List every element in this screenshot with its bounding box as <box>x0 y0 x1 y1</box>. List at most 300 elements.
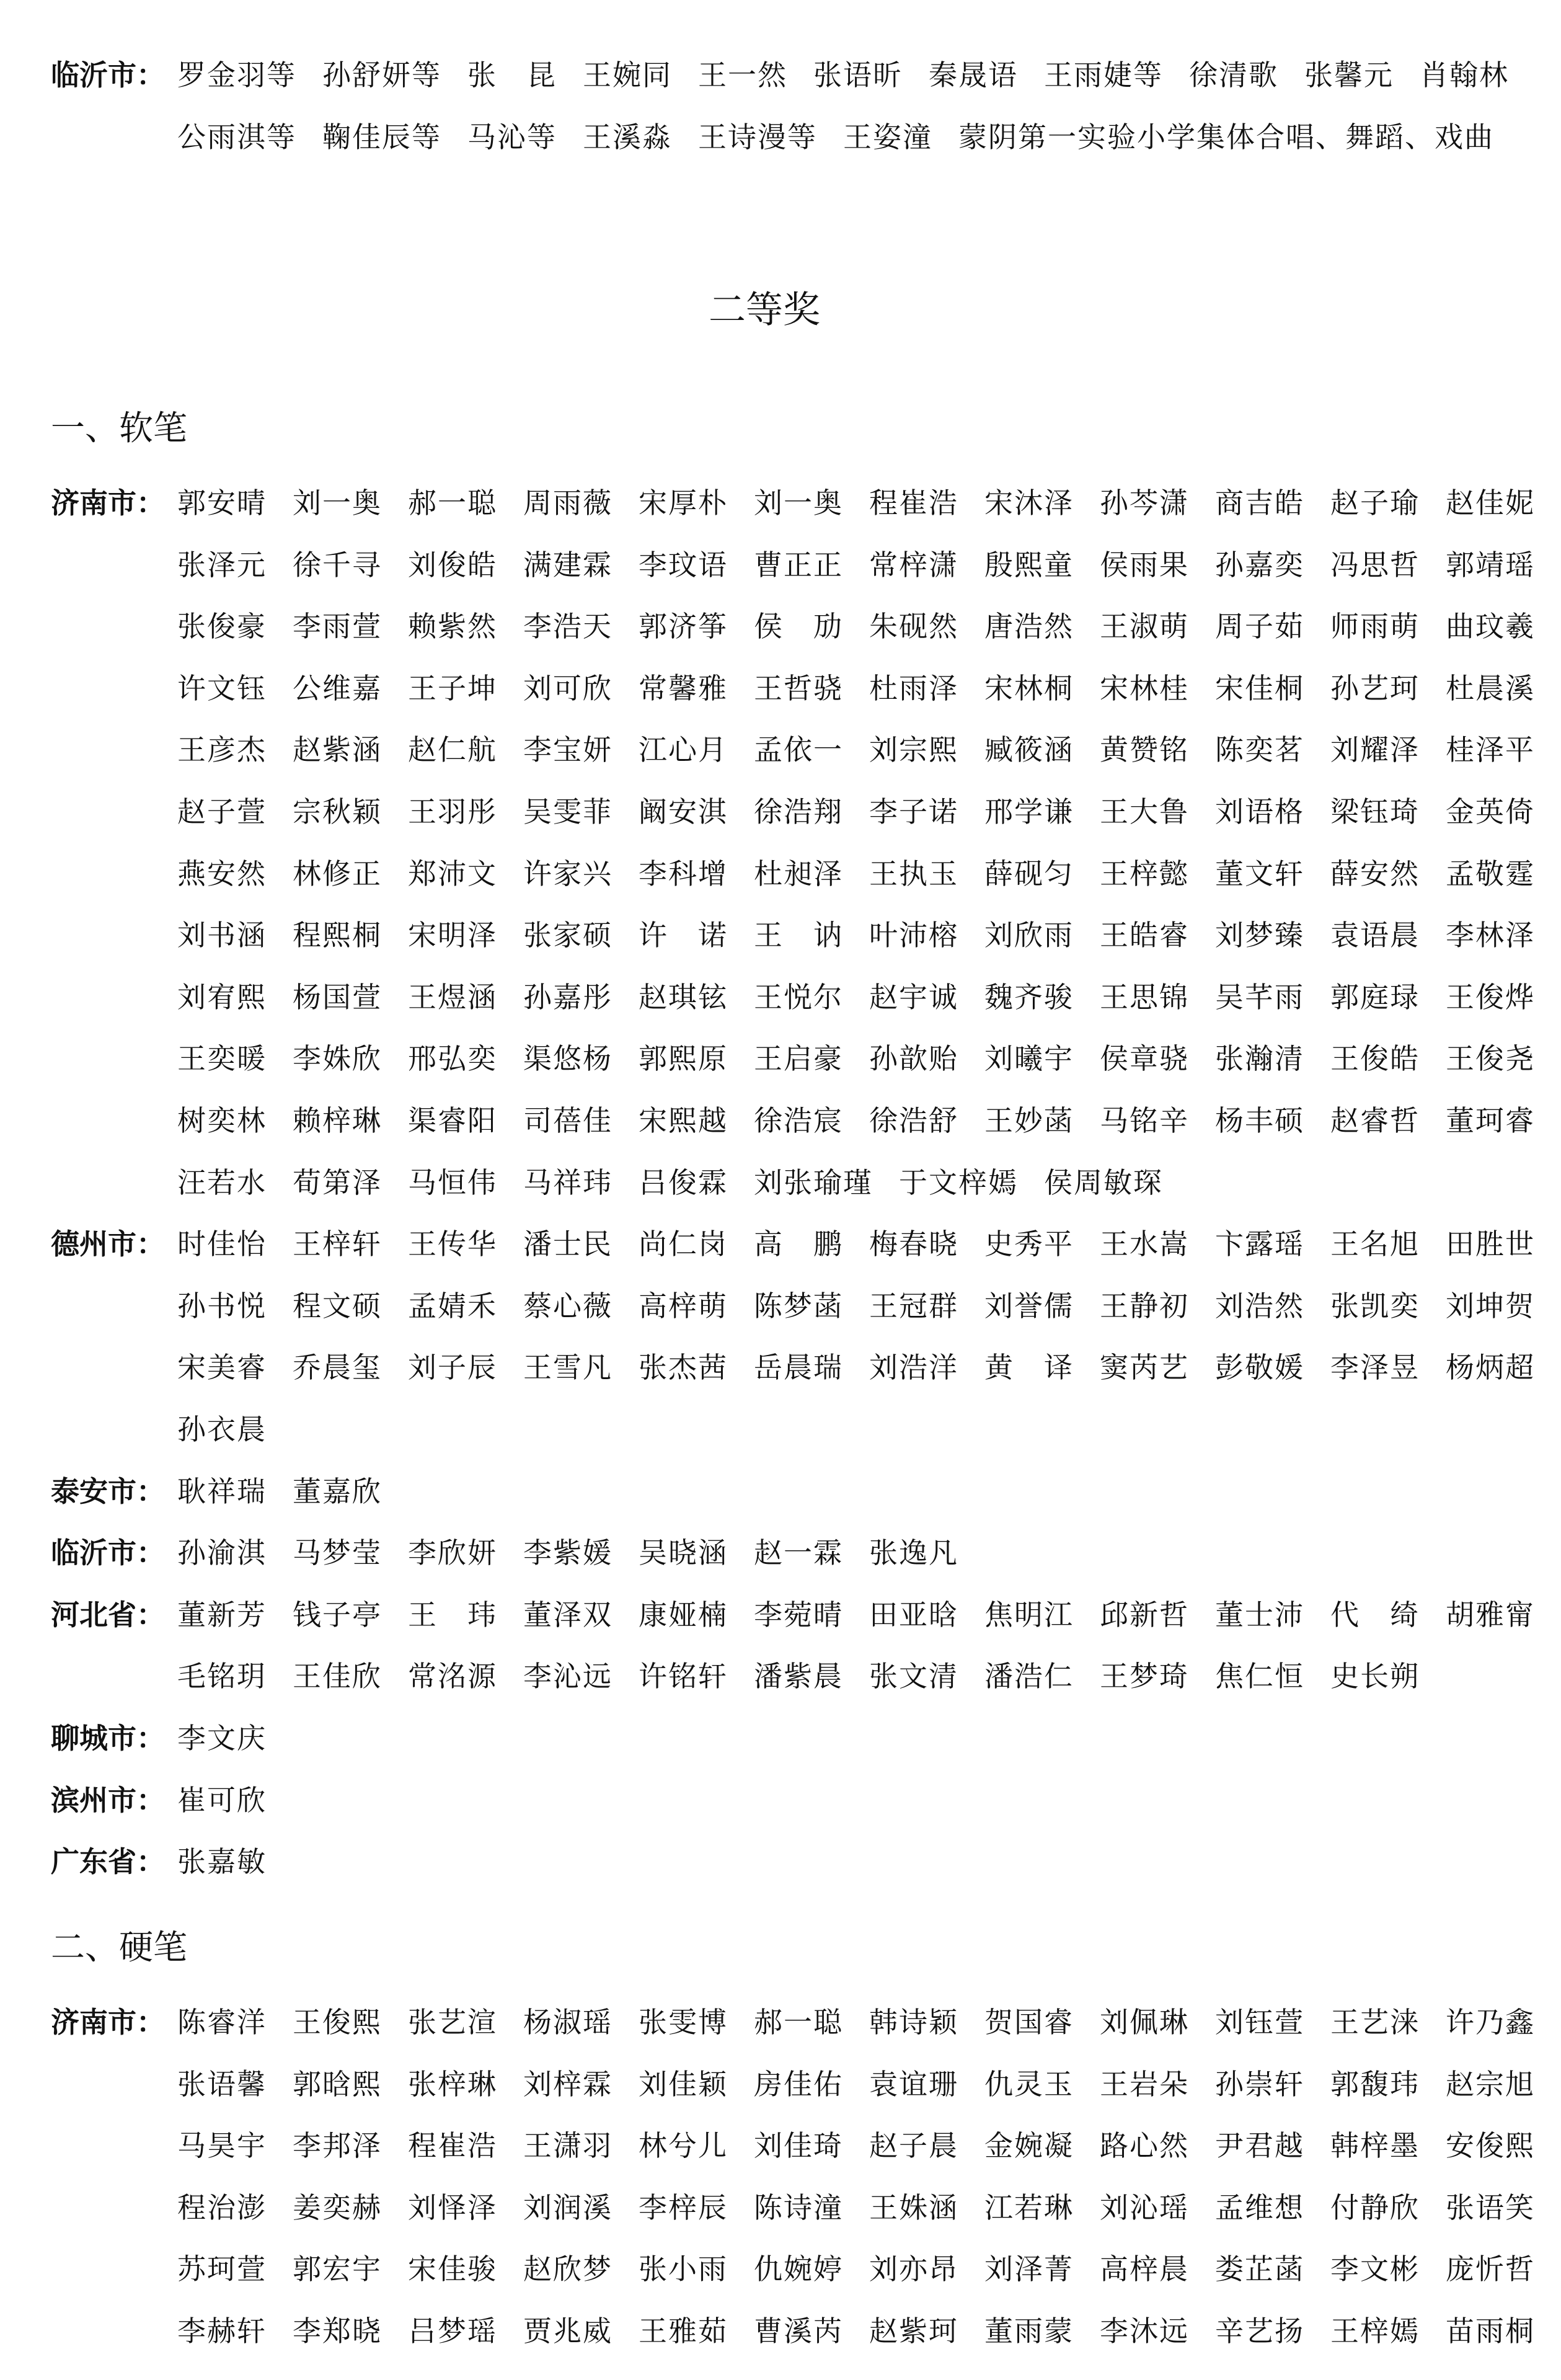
winner-name: 郭庭琭 <box>1330 980 1420 1014</box>
winner-name: 杨炳超 <box>1446 1351 1535 1385</box>
winner-name: 王雨婕等 <box>1044 58 1163 92</box>
winner-name: 赵子瑜 <box>1330 486 1420 520</box>
winner-name: 李科增 <box>639 856 728 890</box>
winner-name: 吕梦瑶 <box>408 2314 497 2348</box>
winner-name: 付静欣 <box>1330 2190 1420 2224</box>
winner-name: 李邦泽 <box>293 2129 382 2163</box>
winner-name: 薛砚匀 <box>984 856 1074 890</box>
winner-name: 刘书涵 <box>177 918 267 952</box>
winner-name: 张 昆 <box>467 58 557 92</box>
winner-name: 田胜世 <box>1446 1227 1535 1261</box>
winner-name: 康娅楠 <box>639 1597 728 1632</box>
winner-name: 赵仁航 <box>408 733 497 767</box>
winner-name: 周雨薇 <box>523 486 612 520</box>
winner-name: 彭敬媛 <box>1215 1351 1304 1385</box>
winner-names <box>177 1090 1561 1152</box>
winner-names <box>177 967 1561 1029</box>
winner-names <box>177 2054 1561 2116</box>
winner-name: 潘浩仁 <box>984 1659 1074 1694</box>
winner-name: 李赫轩 <box>177 2314 267 2348</box>
winner-name: 刘宥熙 <box>177 980 267 1014</box>
winner-name: 王子坤 <box>408 671 497 705</box>
winner-names <box>177 1646 1501 1708</box>
winner-names <box>177 1831 1501 1893</box>
winner-name: 胡雅甯 <box>1446 1597 1535 1632</box>
winner-names <box>177 1399 1501 1461</box>
winner-name: 李文彬 <box>1330 2252 1420 2286</box>
winner-name: 江心月 <box>639 733 728 767</box>
winner-name: 王一然 <box>698 58 787 92</box>
winner-names <box>177 1028 1561 1090</box>
winner-names <box>177 1770 1501 1832</box>
name-list-line <box>177 2177 1535 2239</box>
winner-name: 郭熙原 <box>639 1042 728 1076</box>
name-list-line <box>177 1646 1501 1708</box>
winner-name: 曲玟羲 <box>1446 610 1535 644</box>
winner-name: 杨淑瑶 <box>523 2005 612 2039</box>
winner-name: 赵紫珂 <box>869 2314 958 2348</box>
winner-name: 邱新哲 <box>1100 1597 1189 1632</box>
winner-names <box>177 1522 1501 1584</box>
winner-name: 郭晗熙 <box>293 2067 382 2101</box>
winner-name: 杨丰硕 <box>1215 1104 1304 1137</box>
winner-name: 杜晨溪 <box>1446 671 1535 705</box>
winner-name: 王潇羽 <box>523 2129 612 2163</box>
name-list-line <box>177 1090 1535 1152</box>
winner-name: 张俊豪 <box>177 610 267 644</box>
winner-name: 王梓嫣 <box>1330 2314 1420 2348</box>
region-line <box>51 1522 1501 1584</box>
winner-name: 毛铭玥 <box>177 1659 267 1694</box>
winner-name: 尚仁岗 <box>639 1227 728 1261</box>
winner-names <box>177 596 1561 658</box>
winner-name: 董雨蒙 <box>984 2314 1074 2348</box>
region-label: 临沂市： <box>51 1536 165 1570</box>
section-title: 一、软笔 <box>51 408 188 448</box>
region-line <box>51 45 1509 107</box>
winner-name: 树奕林 <box>177 1104 267 1137</box>
winner-name: 高梓晨 <box>1100 2252 1189 2286</box>
winner-name: 许乃鑫 <box>1446 2005 1535 2039</box>
winner-name: 王静初 <box>1100 1289 1189 1323</box>
winner-name: 马恒伟 <box>408 1165 497 1199</box>
winner-name: 王水嵩 <box>1100 1227 1189 1261</box>
winner-name: 张梓琳 <box>408 2067 497 2101</box>
winner-name: 徐千寻 <box>293 548 382 582</box>
winner-name: 张逸凡 <box>869 1536 958 1570</box>
winner-name: 赵佳妮 <box>1446 486 1535 520</box>
name-list-line <box>177 596 1535 658</box>
winner-name: 仇灵玉 <box>984 2067 1074 2101</box>
winner-names <box>177 658 1561 720</box>
region-label: 滨州市： <box>51 1783 165 1817</box>
winner-name: 路心然 <box>1100 2129 1189 2163</box>
region-line <box>51 1992 1535 2054</box>
winner-name: 于文梓嫣 <box>899 1165 1018 1199</box>
winner-name: 王悦尔 <box>754 980 843 1014</box>
winner-name: 梁钰琦 <box>1330 795 1420 828</box>
winner-name: 张语昕 <box>813 58 903 92</box>
winner-name: 侯周敏琛 <box>1044 1165 1163 1199</box>
winner-name: 张凯奕 <box>1330 1289 1420 1323</box>
winner-name: 韩诗颖 <box>869 2005 958 2039</box>
winner-name: 公维嘉 <box>293 671 382 705</box>
winner-names <box>177 2239 1561 2301</box>
winner-name: 辛艺扬 <box>1215 2314 1304 2348</box>
winner-name: 赵子晨 <box>869 2129 958 2163</box>
name-list-line <box>177 1276 1535 1338</box>
winner-name: 孟依一 <box>754 733 843 767</box>
region-line <box>51 473 1535 535</box>
winner-name: 李泽昱 <box>1330 1351 1420 1385</box>
winner-name: 高 鹏 <box>754 1227 843 1261</box>
name-list-line <box>177 2239 1535 2301</box>
winner-name: 叶沛榕 <box>869 918 958 952</box>
winner-name: 代 绮 <box>1330 1597 1420 1632</box>
region-label: 临沂市： <box>51 58 165 92</box>
winner-name: 黄 译 <box>984 1351 1074 1385</box>
winner-name: 孙舒妍等 <box>322 58 441 92</box>
winner-name: 董泽双 <box>523 1597 612 1632</box>
winner-name: 焦仁恒 <box>1215 1659 1304 1694</box>
winner-name: 程熙桐 <box>293 918 382 952</box>
region-label: 济南市： <box>51 486 165 520</box>
winner-name: 许铭轩 <box>639 1659 728 1694</box>
winner-name: 郝一聪 <box>754 2005 843 2039</box>
winner-name: 刘佳颖 <box>639 2067 728 2101</box>
winner-name: 王思锦 <box>1100 980 1189 1014</box>
winner-name: 程文硕 <box>293 1289 382 1323</box>
winner-name: 李文庆 <box>177 1721 267 1755</box>
winner-name: 郭馥玮 <box>1330 2067 1420 2101</box>
region-label: 广东省： <box>51 1845 165 1879</box>
winner-name: 娄芷菡 <box>1215 2252 1304 2286</box>
winner-names <box>177 719 1561 781</box>
region-label: 济南市： <box>51 2005 165 2039</box>
winner-name: 王艺涞 <box>1330 2005 1420 2039</box>
name-list-line <box>177 2115 1535 2177</box>
winner-name: 郭济筝 <box>639 610 728 644</box>
winner-name: 罗金羽等 <box>177 58 296 92</box>
winner-name: 仇婉婷 <box>754 2252 843 2286</box>
winner-name: 张小雨 <box>639 2252 728 2286</box>
name-list-line <box>177 1028 1535 1090</box>
winner-name: 冯思哲 <box>1330 548 1420 582</box>
winner-name: 郭宏宇 <box>293 2252 382 2286</box>
winner-name: 袁语晨 <box>1330 918 1420 952</box>
winner-name: 王梦琦 <box>1100 1659 1189 1694</box>
winner-name: 马沁等 <box>467 120 557 154</box>
winner-name: 孙芩潇 <box>1100 486 1189 520</box>
name-list-line <box>177 535 1535 597</box>
winner-name: 吴芊雨 <box>1215 980 1304 1014</box>
winner-name: 陈诗潼 <box>754 2190 843 2224</box>
winner-name: 王俊熙 <box>293 2005 382 2039</box>
winner-name: 刘润溪 <box>523 2190 612 2224</box>
winner-name: 潘紫晨 <box>754 1659 843 1694</box>
winner-name: 程崔浩 <box>408 2129 497 2163</box>
winner-name: 刘宗熙 <box>869 733 958 767</box>
winner-name: 苗雨桐 <box>1446 2314 1535 2348</box>
winner-name: 张家硕 <box>523 918 612 952</box>
winner-name: 王皓睿 <box>1100 918 1189 952</box>
winner-name: 王俊皓 <box>1330 1042 1420 1076</box>
winner-name: 张泽元 <box>177 548 267 582</box>
winner-name: 李沐远 <box>1100 2314 1189 2348</box>
winner-name: 刘子辰 <box>408 1351 497 1385</box>
winner-name: 孟维想 <box>1215 2190 1304 2224</box>
winner-name: 孟婧禾 <box>408 1289 497 1323</box>
winner-name: 魏齐骏 <box>984 980 1074 1014</box>
winner-name: 李浩天 <box>523 610 612 644</box>
winner-name: 董新芳 <box>177 1597 267 1632</box>
name-list-line <box>177 1337 1535 1399</box>
winner-name: 王俊烨 <box>1446 980 1535 1014</box>
winner-name: 时佳怡 <box>177 1227 267 1261</box>
winner-name: 侯雨果 <box>1100 548 1189 582</box>
winner-name: 臧筱涵 <box>984 733 1074 767</box>
winner-name: 王雪凡 <box>523 1351 612 1385</box>
winner-name: 常馨雅 <box>639 671 728 705</box>
winner-name: 满建霖 <box>523 548 612 582</box>
winner-name: 张雯博 <box>639 2005 728 2039</box>
winner-names <box>177 2115 1561 2177</box>
winner-name: 刘可欣 <box>523 671 612 705</box>
winner-names <box>177 45 1535 107</box>
winner-name: 田亚晗 <box>869 1597 958 1632</box>
region-label: 河北省： <box>51 1597 165 1632</box>
winner-name: 宋林桂 <box>1100 671 1189 705</box>
winner-name: 李玟语 <box>639 548 728 582</box>
winner-name: 王羽彤 <box>408 795 497 828</box>
name-list-line <box>177 719 1535 781</box>
winner-name: 蒙阴第一实验小学集体合唱、舞蹈、戏曲 <box>958 120 1494 154</box>
winner-name: 司蓓佳 <box>523 1104 612 1137</box>
winner-name: 曹正正 <box>754 548 843 582</box>
winner-name: 刘欣雨 <box>984 918 1074 952</box>
winner-name: 刘梦臻 <box>1215 918 1304 952</box>
winner-names <box>177 2177 1561 2239</box>
winner-name: 徐浩宸 <box>754 1104 843 1137</box>
region-line <box>51 1831 1501 1893</box>
winner-name: 贾兆威 <box>523 2314 612 2348</box>
winner-name: 刘沁瑶 <box>1100 2190 1189 2224</box>
winner-name: 张语馨 <box>177 2067 267 2101</box>
winner-name: 王冠群 <box>869 1289 958 1323</box>
winner-name: 董珂睿 <box>1446 1104 1535 1137</box>
winner-name: 赵紫涵 <box>293 733 382 767</box>
winner-name: 刘语格 <box>1215 795 1304 828</box>
winner-name: 王 玮 <box>408 1597 497 1632</box>
winner-name: 宋沐泽 <box>984 486 1074 520</box>
winner-name: 孙书悦 <box>177 1289 267 1323</box>
winner-name: 姜奕赫 <box>293 2190 382 2224</box>
winner-name: 刘浩洋 <box>869 1351 958 1385</box>
winner-name: 宋熙越 <box>639 1104 728 1137</box>
winner-name: 马昊宇 <box>177 2129 267 2163</box>
winner-name: 李雨萱 <box>293 610 382 644</box>
winner-name: 刘一奥 <box>754 486 843 520</box>
winner-name: 渠睿阳 <box>408 1104 497 1137</box>
winner-name: 师雨萌 <box>1330 610 1420 644</box>
winner-name: 宋明泽 <box>408 918 497 952</box>
winner-name: 史长朔 <box>1330 1659 1420 1694</box>
winner-name: 李姝欣 <box>293 1042 382 1076</box>
winner-name: 邢弘奕 <box>408 1042 497 1076</box>
winner-name: 袁谊珊 <box>869 2067 958 2101</box>
winner-name: 宋林桐 <box>984 671 1074 705</box>
winner-name: 梅春晓 <box>869 1227 958 1261</box>
winner-name: 侯章骁 <box>1100 1042 1189 1076</box>
winner-name: 赖紫然 <box>408 610 497 644</box>
winner-name: 王姿潼 <box>843 120 932 154</box>
winner-name: 程治澎 <box>177 2190 267 2224</box>
winner-name: 阚安淇 <box>639 795 728 828</box>
winner-name: 马梦莹 <box>293 1536 382 1570</box>
winner-names <box>177 535 1561 597</box>
winner-name: 孟敬霆 <box>1446 856 1535 890</box>
winner-name: 董士沛 <box>1215 1597 1304 1632</box>
winner-name: 张语笑 <box>1446 2190 1535 2224</box>
winner-name: 郝一聪 <box>408 486 497 520</box>
winner-name: 许文钰 <box>177 671 267 705</box>
name-list-line <box>177 843 1535 905</box>
winner-name: 刘俊皓 <box>408 548 497 582</box>
winner-name: 张嘉敏 <box>177 1845 267 1879</box>
winner-name: 岳晨瑞 <box>754 1351 843 1385</box>
winner-name: 卞露瑶 <box>1215 1227 1304 1261</box>
winner-name: 刘怿泽 <box>408 2190 497 2224</box>
section-title: 二、硬笔 <box>51 1927 188 1967</box>
winner-name: 高梓萌 <box>639 1289 728 1323</box>
winner-names <box>177 843 1561 905</box>
winner-name: 常梓潇 <box>869 548 958 582</box>
winner-name: 孙艺珂 <box>1330 671 1420 705</box>
winner-names <box>177 1152 1501 1214</box>
name-list-line <box>177 781 1535 843</box>
winner-name: 孙歆贻 <box>869 1042 958 1076</box>
winner-name: 马祥玮 <box>523 1165 612 1199</box>
winner-name: 常洺源 <box>408 1659 497 1694</box>
winner-name: 王梓轩 <box>293 1227 382 1261</box>
winner-name: 耿祥瑞 <box>177 1474 267 1508</box>
region-label: 泰安市： <box>51 1474 165 1508</box>
winner-name: 宗秋颖 <box>293 795 382 828</box>
winner-name: 桂泽平 <box>1446 733 1535 767</box>
winner-name: 王奕暖 <box>177 1042 267 1076</box>
winner-name: 苏珂萱 <box>177 2252 267 2286</box>
winner-name: 商吉皓 <box>1215 486 1304 520</box>
winner-name: 张馨元 <box>1304 58 1394 92</box>
winner-name: 黄赞铭 <box>1100 733 1189 767</box>
winner-name: 邢学谦 <box>984 795 1074 828</box>
winner-name: 韩梓墨 <box>1330 2129 1420 2163</box>
winner-name: 钱子亭 <box>293 1597 382 1632</box>
winner-name: 史秀平 <box>984 1227 1074 1261</box>
winner-name: 刘钰萱 <box>1215 2005 1304 2039</box>
winner-name: 房佳佑 <box>754 2067 843 2101</box>
winner-name: 王彦杰 <box>177 733 267 767</box>
name-list-line <box>177 658 1535 720</box>
winner-name: 郭安晴 <box>177 486 267 520</box>
region-line <box>51 1708 1501 1770</box>
winner-name: 杨国萱 <box>293 980 382 1014</box>
winner-name: 董嘉欣 <box>293 1474 382 1508</box>
winner-name: 孙嘉奕 <box>1215 548 1304 582</box>
winner-name: 许家兴 <box>523 856 612 890</box>
winner-name: 王大鲁 <box>1100 795 1189 828</box>
winner-name: 周子茹 <box>1215 610 1304 644</box>
winner-name: 金英倚 <box>1446 795 1535 828</box>
winner-name: 赵宇诚 <box>869 980 958 1014</box>
winner-name: 王岩朵 <box>1100 2067 1189 2101</box>
winner-name: 李紫媛 <box>523 1536 612 1570</box>
winner-name: 郑沛文 <box>408 856 497 890</box>
winner-names <box>177 1461 1501 1523</box>
winner-name: 李菀晴 <box>754 1597 843 1632</box>
winner-name: 李梓辰 <box>639 2190 728 2224</box>
winner-name: 潘士民 <box>523 1227 612 1261</box>
winner-name: 杜昶泽 <box>754 856 843 890</box>
winner-name: 孙嘉彤 <box>523 980 612 1014</box>
winner-name: 李子诺 <box>869 795 958 828</box>
winner-name: 李郑晓 <box>293 2314 382 2348</box>
winner-name: 徐浩翔 <box>754 795 843 828</box>
winner-name: 徐浩舒 <box>869 1104 958 1137</box>
winner-name: 王妙菡 <box>984 1104 1074 1137</box>
winner-name: 焦明江 <box>984 1597 1074 1632</box>
winner-name: 赵宗旭 <box>1446 2067 1535 2101</box>
name-list-line <box>177 107 1501 169</box>
winner-name: 鞠佳辰等 <box>322 120 441 154</box>
winner-name: 张艺渲 <box>408 2005 497 2039</box>
winner-name: 吴晓涵 <box>639 1536 728 1570</box>
winner-name: 张文清 <box>869 1659 958 1694</box>
winner-name: 朱砚然 <box>869 610 958 644</box>
winner-name: 乔晨玺 <box>293 1351 382 1385</box>
name-list-line <box>177 1152 1501 1214</box>
winner-name: 庞忻哲 <box>1446 2252 1535 2286</box>
winner-name: 公雨淇等 <box>177 120 296 154</box>
winner-name: 秦晟语 <box>929 58 1018 92</box>
winner-name: 宋佳桐 <box>1215 671 1304 705</box>
winner-name: 郭靖瑶 <box>1446 548 1535 582</box>
winner-name: 赵子萱 <box>177 795 267 828</box>
winner-name: 金婉凝 <box>984 2129 1074 2163</box>
region-line <box>51 1214 1535 1276</box>
winner-names <box>177 781 1561 843</box>
winner-names <box>177 1337 1561 1399</box>
region-label: 聊城市： <box>51 1721 165 1755</box>
winner-names <box>177 2301 1561 2363</box>
winner-name: 肖翰林 <box>1420 58 1509 92</box>
winner-name: 刘耀泽 <box>1330 733 1420 767</box>
winner-name: 张瀚清 <box>1215 1042 1304 1076</box>
winner-name: 王婉同 <box>583 58 672 92</box>
winner-name: 王溪淼 <box>583 120 672 154</box>
winner-name: 宋厚朴 <box>639 486 728 520</box>
winner-name: 荀第泽 <box>293 1165 382 1199</box>
winner-name: 赵琪铉 <box>639 980 728 1014</box>
winner-name: 燕安然 <box>177 856 267 890</box>
winner-name: 安俊熙 <box>1446 2129 1535 2163</box>
winner-name: 殷熙童 <box>984 548 1074 582</box>
region-line <box>51 1584 1535 1646</box>
winner-name: 渠悠杨 <box>523 1042 612 1076</box>
winner-name: 王诗漫等 <box>698 120 817 154</box>
winner-name: 赵欣梦 <box>523 2252 612 2286</box>
winner-name: 刘一奥 <box>293 486 382 520</box>
